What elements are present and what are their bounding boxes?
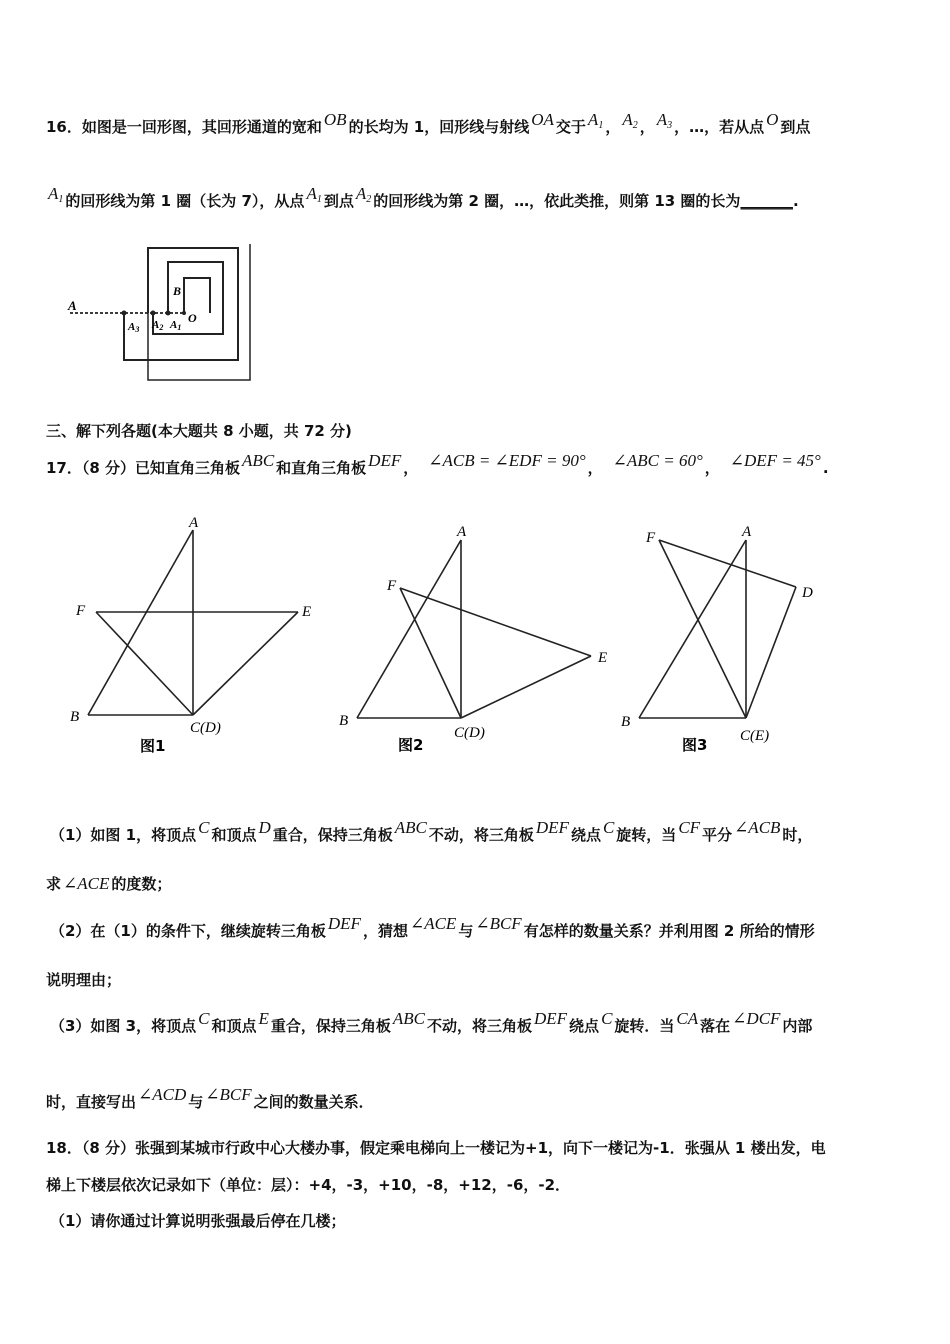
- fig3-label-ce: C(E): [740, 728, 770, 744]
- fig2-label-b: B: [339, 713, 349, 729]
- fig3-label-a: A: [742, 524, 752, 540]
- fig1-label-cd: C(D): [190, 720, 221, 736]
- q17-part2-line2: 说明理由；: [46, 971, 122, 989]
- q16-line1: 16．如图是一回形图，其回形通道的宽和 OB 的长均为 1，回形线与射线 OA 交于 A1 ， A2 ， A3 ，…，若从点 O 到点: [46, 110, 811, 136]
- fig3-label-b: B: [621, 714, 631, 730]
- q17-part3-line1: （3）如图 3，将顶点 C 和顶点 E 重合，保持三角板 ABC 不动，将三角板 DEF 绕点 C 旋转．当 CA 落在 ∠DCF 内部: [50, 1009, 813, 1035]
- q17-stem: 17．（8 分）已知直角三角板 ABC 和直角三角板 DEF ， ∠ACB = ∠EDF = 90° ， ∠ABC = 60° ， ∠DEF = 45° .: [46, 451, 829, 477]
- q17-part2-line1: （2）在（1）的条件下，继续旋转三角板 DEF ，猜想 ∠ACE 与 ∠BCF 有怎样的数量关系？并利用图 2 所给的情形: [50, 914, 815, 940]
- q17-part1-line2: 求 ∠ACE 的度数；: [46, 874, 172, 893]
- fig2-label-f: F: [387, 578, 397, 594]
- q18-line1: 18．（8 分）张强到某城市行政中心大楼办事，假定乘电梯向上一楼记为+1，向下一楼记为-1．张强从 1 楼出发，电: [46, 1139, 826, 1157]
- q17-part3-line2: 时，直接写出 ∠ACD 与 ∠BCF 之间的数量关系．: [46, 1085, 374, 1111]
- fig3-caption: 图3: [682, 736, 708, 754]
- spiral-label-b: B: [173, 284, 182, 298]
- q17-figure-1: [60, 505, 330, 755]
- spiral-label-o: O: [188, 311, 197, 325]
- fig3-label-f: F: [646, 530, 656, 546]
- q16-line2: A1 的回形线为第 1 圈（长为 7），从点 A1 到点 A2 的回形线为第 2 圈，…，依此类推，则第 13 圈的长为_______.: [48, 184, 799, 210]
- section-3-heading: 三、解下列各题(本大题共 8 小题，共 72 分): [46, 422, 352, 440]
- fig2-caption: 图2: [398, 736, 424, 754]
- q16-spiral-figure: [60, 240, 270, 390]
- fig1-label-b: B: [70, 709, 80, 725]
- spiral-label-a: A: [68, 298, 77, 313]
- q18-part1: （1）请你通过计算说明张强最后停在几楼；: [50, 1212, 346, 1230]
- q18-line2: 梯上下楼层依次记录如下（单位：层）：+4，-3，+10，-8，+12，-6，-2．: [46, 1176, 571, 1194]
- fig3-label-d: D: [802, 585, 813, 601]
- fig1-label-a: A: [189, 515, 199, 531]
- fig2-label-cd: C(D): [454, 725, 485, 741]
- fig2-label-e: E: [598, 650, 608, 666]
- q17-figure-2: [330, 515, 620, 755]
- fig1-label-f: F: [76, 603, 86, 619]
- spiral-label-a2: A2: [152, 319, 164, 332]
- spiral-label-a1: A1: [170, 319, 182, 332]
- fig1-caption: 图1: [140, 737, 166, 755]
- q17-part1-line1: （1）如图 1，将顶点 C 和顶点 D 重合，保持三角板 ABC 不动，将三角板 DEF 绕点 C 旋转，当 CF 平分 ∠ACB 时，: [50, 818, 813, 844]
- spiral-label-a3: A3: [128, 321, 140, 334]
- q17-figure-3: [610, 515, 850, 755]
- fig2-label-a: A: [457, 524, 467, 540]
- fig1-label-e: E: [302, 604, 312, 620]
